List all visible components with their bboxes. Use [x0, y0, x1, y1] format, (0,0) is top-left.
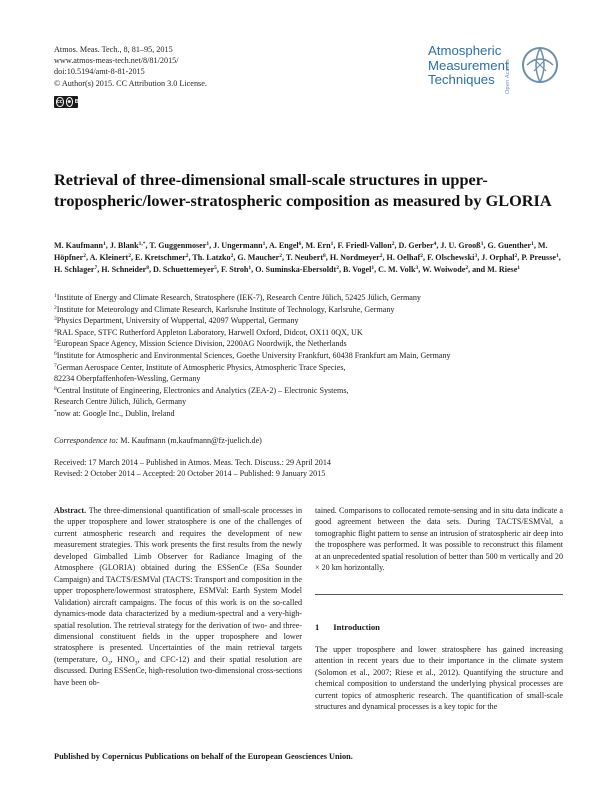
- journal-name-line: Atmospheric: [428, 43, 502, 58]
- abstract-label: Abstract.: [54, 506, 87, 515]
- correspondence: [54, 435, 262, 446]
- cc-icon: cc: [57, 99, 63, 105]
- section-title: Introduction: [333, 622, 380, 632]
- citation-header: [54, 44, 207, 89]
- journal-name-line: Measurement: [428, 57, 509, 73]
- abstract-text: The three-dimensional quantification of small-scale processes in the upper troposphere and lower stratosphere is one of the challenges of current atmospheric research and requires the development of new measurement strategies. This work presents the first results from the newly developed Gimballed Limb Observer for Radiance Imaging of the Atmosphere (GLORIA) obtained during the ESSenCe (ESa Sounder Campaign) and TACTS/ESMVal (TACTS: Transport and composition in the upper troposphere/lowermost stratosphere, ESMVal: Earth System Model Validation) aircraft campaigns. The focus of this work is on the so-called dynamics-mode data characterized by a medium-spectral and a very-high-spatial resolution. The retrieval strategy for the derivation of two- and three-dimensional constituent fields in the upper troposphere and lower stratosphere is presented. Uncertainties of the main retrieval targets (temperature, $O_3$, $HNO_3$, and CFC-12) and their spatial resolution are discussed. During ESSenCe, high-resolution two-dimensional cross-sections have been ob-: [54, 506, 302, 687]
- open-access-label: Open Access: [505, 58, 511, 94]
- affiliation-line: $^6$Institute for Atmospheric and Environmental Sciences, Goethe University Frankfurt, 60438 Frankfurt am Main, Germany: [54, 350, 451, 360]
- section-divider: [315, 594, 563, 595]
- affiliations: [54, 292, 564, 420]
- affiliation-line: $^7$German Aerospace Center, Institute of Atmospheric Physics, Atmospheric Trace Species,: [54, 362, 346, 372]
- affiliation-line: Research Centre Jülich, Jülich, Germany: [54, 397, 187, 407]
- revised-line: Revised: 2 October 2014 – Accepted: 20 October 2014 – Published: 9 January 2015: [54, 469, 326, 478]
- license-line: © Author(s) 2015. CC Attribution 3.0 License.: [54, 78, 207, 88]
- affiliation-line: $^3$Physics Department, University of Wuppertal, 42097 Wuppertal, Germany: [54, 316, 299, 326]
- abstract: [54, 505, 302, 688]
- introduction-text: The upper troposphere and lower stratosphere has gained increasing attention in recent years due to their importance in the climate system (Solomon et al., 2007; Riese et al., 2012). Quantifying the structure and chemical composition to understand the underlying physical processes are current topics of atmospheric research. The quantification of small-scale structures and dynamical processes is a key topic for the: [315, 645, 563, 712]
- affiliation-line: $^1$Institute of Energy and Climate Research, Stratosphere (IEK-7), Research Centre Jülich, 52425 Jülich, Germany: [54, 293, 421, 302]
- publisher-footer: Published by Copernicus Publications on behalf of the European Geosciences Union.: [54, 752, 353, 761]
- citation-line: Atmos. Meas. Tech., 8, 81–95, 2015: [54, 45, 173, 54]
- author-list: M. Kaufmann$^1$, J. Blank$^{1,*}$, T. Guggenmoser$^1$, J. Ungermann$^1$, A. Engel$^6$, M. Ern$^1$, F. Friedl-Vallon$^2$, D. Gerber$^4$, J. U. Grooß$^1$, G. Guenther$^1$, M. Höpfner$^2$, A. Kleinert$^2$, E. Kretschmer$^2$, Th. Latzko$^2$, G. Maucher$^2$, T. Neubert$^8$, H. Nordmeyer$^2$, H. Oelhaf$^2$, F. Olschewski$^3$, J. Orphal$^2$, P. Preusse$^1$, H. Schlager$^7$, H. Schneider$^8$, D. Schuettemeyer$^5$, F. Stroh$^1$, O. Suminska-Ebersoldt$^2$, B. Vogel$^1$, C. M. Volk$^3$, W. Woiwode$^2$, and M. Riese$^1$: [54, 241, 561, 275]
- paper-title: Retrieval of three-dimensional small-scale structures in upper-tropospheric/lower-stratospheric composition as measured by GLORIA: [54, 170, 552, 210]
- doi[interactable]: doi:10.5194/amt-8-81-2015: [54, 67, 145, 77]
- affiliation-line: 82234 Oberpfaffenhofen-Wessling, Germany: [54, 374, 201, 384]
- section-heading: [315, 622, 380, 632]
- affiliation-line: $^8$Central Institute of Engineering, Electronics and Analytics (ZEA-2) – Electronic Systems,: [54, 385, 349, 395]
- globe-logo-icon: [520, 45, 560, 85]
- journal-name-line: Techniques: [428, 72, 495, 88]
- cc-license-badge[interactable]: [54, 96, 83, 108]
- affiliation-line: *now at: Google Inc., Dublin, Ireland: [54, 408, 175, 418]
- affiliation-line: $^5$European Space Agency, Mission Science Division, 2200AG Noordwijk, the Netherlands: [54, 339, 347, 349]
- by-label: BY: [74, 99, 83, 105]
- attribution-icon: ☻: [66, 99, 72, 105]
- affiliation-line: $^4$RAL Space, STFC Rutherford Appleton Laboratory, Harwell Oxford, Didcot, OX11 0QX, UK: [54, 327, 363, 337]
- correspondence-text[interactable]: M. Kaufmann (m.kaufmann@fz-juelich.de): [118, 436, 262, 445]
- correspondence-label: Correspondence to:: [54, 436, 119, 445]
- affiliation-line: $^2$Institute for Meteorology and Climate Research, Karlsruhe Institute of Technology, Karlsruhe, Germany: [54, 304, 395, 314]
- journal-logo-text: [428, 44, 509, 88]
- journal-url[interactable]: www.atmos-meas-tech.net/8/81/2015/: [54, 56, 179, 66]
- publication-dates: [54, 457, 331, 479]
- section-number: 1: [315, 622, 320, 632]
- abstract-continued: tained. Comparisons to collocated remote-sensing and in situ data indicate a good agreement between the data sets. During TACTS/ESMVal, a tomographic flight pattern to sense an intrusion of stratospheric air deep into the troposphere was performed. It was possible to reconstruct this filament at an unprecedented spatial resolution of better than 500 m vertically and 20 × 20 km horizontally.: [315, 506, 563, 573]
- received-line: Received: 17 March 2014 – Published in Atmos. Meas. Tech. Discuss.: 29 April 2014: [54, 458, 331, 467]
